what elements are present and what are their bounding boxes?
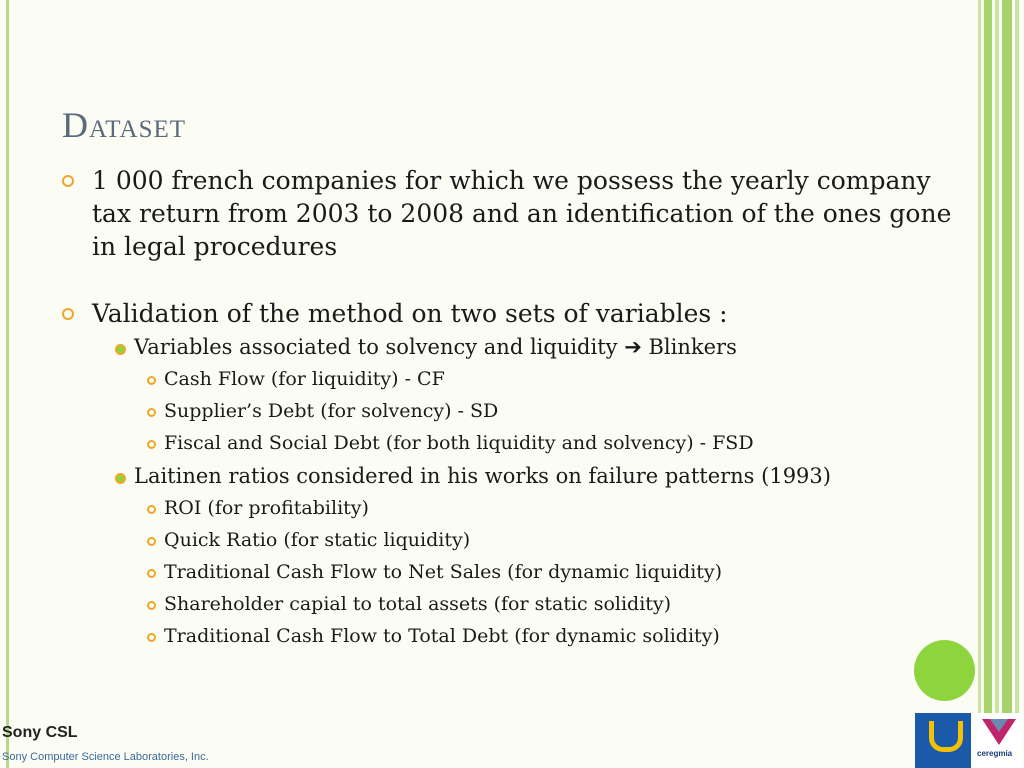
right-stripe [1015, 0, 1019, 768]
small-circle-bullet-icon [147, 440, 156, 449]
slide-title: Dataset [62, 105, 187, 145]
ceregmia-logo-text: ceregmia [977, 749, 1013, 758]
list-item-text: Cash Flow (for liquidity) - CF [164, 368, 445, 390]
list-item-text: Quick Ratio (for static liquidity) [164, 529, 471, 551]
sub-bullet-solvency [92, 333, 962, 362]
decorative-green-circle [914, 640, 975, 701]
sub-bullet-text: Variables associated to solvency and liquidity [134, 335, 618, 359]
sub-sub-list [92, 363, 962, 459]
bullet-text: Validation of the method on two sets of variables : [92, 299, 728, 328]
sub-sub-list [92, 492, 962, 652]
right-stripe [995, 0, 999, 768]
right-stripe [978, 0, 981, 768]
small-circle-bullet-icon [147, 633, 156, 642]
list-item [92, 588, 962, 620]
list-item-text: Traditional Cash Flow to Net Sales (for dynamic liquidity) [164, 561, 723, 583]
list-item-text: Fiscal and Social Debt (for both liquidity and solvency) - FSD [164, 432, 754, 454]
list-item [92, 620, 962, 652]
sub-bullet-list [92, 333, 962, 652]
left-border-line [6, 0, 9, 768]
small-circle-bullet-icon [147, 376, 156, 385]
sub-bullet-tail: Blinkers [641, 335, 737, 359]
dot-bullet-icon [115, 473, 126, 484]
ceregmia-logo [976, 713, 1022, 768]
list-item-text: ROI (for profitability) [164, 497, 369, 519]
list-item [92, 363, 962, 395]
list-item [92, 524, 962, 556]
list-item-text: Shareholder capial to total assets (for static solidity) [164, 593, 672, 615]
footer-org-name: Sony CSL [2, 724, 78, 741]
sub-bullet-laitinen [92, 462, 962, 491]
right-stripe [1002, 0, 1012, 768]
small-circle-bullet-icon [147, 569, 156, 578]
bullet-text: 1 000 french companies for which we possess the yearly company tax return from 2003 to 2008 and an identification of the ones gone in legal procedures [92, 166, 952, 261]
bullet-companies [62, 164, 962, 263]
u-letter-icon [929, 721, 963, 752]
university-logo [915, 713, 971, 768]
list-item-text: Traditional Cash Flow to Total Debt (for dynamic solidity) [164, 625, 720, 647]
bullet-validation [62, 297, 962, 652]
slide-content [62, 164, 962, 654]
list-item [92, 395, 962, 427]
footer-org-fullname: Sony Computer Science Laboratories, Inc. [2, 751, 209, 763]
small-circle-bullet-icon [147, 408, 156, 417]
dot-bullet-icon [115, 344, 126, 355]
list-item [92, 492, 962, 524]
list-item-text: Supplier’s Debt (for solvency) - SD [164, 400, 499, 422]
right-arrow-icon: ➔ [624, 335, 642, 359]
sub-bullet-text: Laitinen ratios considered in his works on failure patterns (1993) [134, 464, 831, 488]
small-circle-bullet-icon [147, 601, 156, 610]
circle-bullet-icon [62, 308, 74, 320]
list-item [92, 556, 962, 588]
small-circle-bullet-icon [147, 537, 156, 546]
small-circle-bullet-icon [147, 505, 156, 514]
right-stripe [984, 0, 992, 768]
circle-bullet-icon [62, 175, 74, 187]
triangle-icon [990, 719, 1008, 732]
list-item [92, 427, 962, 459]
